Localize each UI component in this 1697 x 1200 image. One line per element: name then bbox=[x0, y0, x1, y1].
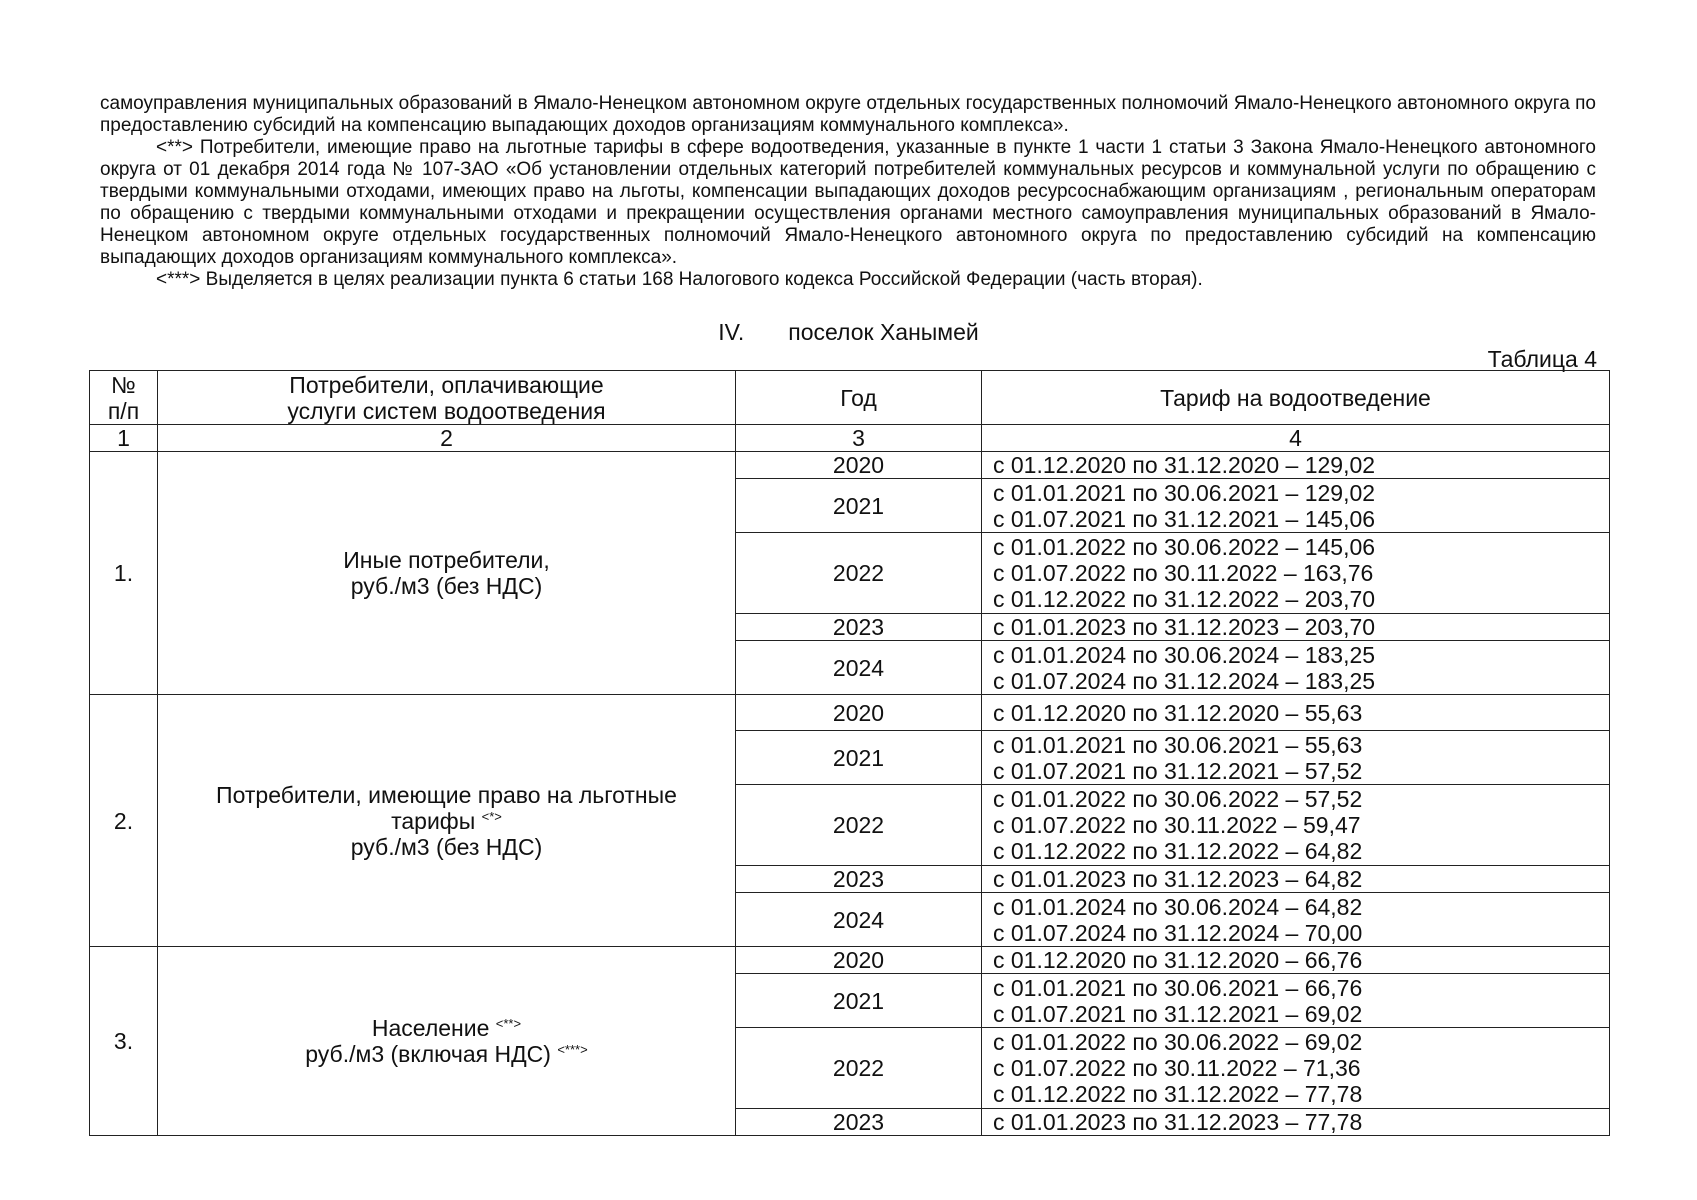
tariff-table bbox=[89, 370, 1610, 1136]
year-cell: 2022 bbox=[736, 533, 982, 614]
header-tariff: Тариф на водоотведение bbox=[982, 371, 1610, 425]
tariff-line: с 01.07.2021 по 31.12.2021 – 69,02 bbox=[993, 1000, 1363, 1027]
consumer-label-line bbox=[158, 808, 735, 834]
table-row bbox=[90, 695, 1610, 731]
tariff-line: с 01.12.2022 по 31.12.2022 – 203,70 bbox=[993, 586, 1376, 612]
col-number: 1 bbox=[90, 425, 158, 452]
table-label: Таблица 4 bbox=[1487, 346, 1597, 372]
tariff-cell bbox=[982, 974, 1610, 1028]
tariff-cell bbox=[982, 641, 1610, 695]
year-cell: 2023 bbox=[736, 866, 982, 893]
tariff-line: с 01.12.2020 по 31.12.2020 – 55,63 bbox=[993, 699, 1363, 726]
row-number: 1. bbox=[90, 452, 158, 695]
tariff-line: с 01.01.2024 по 30.06.2024 – 64,82 bbox=[993, 893, 1363, 920]
consumer-label-line: Потребители, имеющие право на льготные bbox=[216, 781, 677, 808]
header-consumers-line2: услуги систем водоотведения bbox=[287, 397, 606, 424]
tariff-line: с 01.01.2022 по 30.06.2022 – 145,06 bbox=[993, 534, 1376, 560]
row-number: 2. bbox=[90, 695, 158, 947]
tariff-cell bbox=[982, 1028, 1610, 1109]
tariff-line: с 01.07.2022 по 30.11.2022 – 163,76 bbox=[993, 560, 1374, 586]
section-number: IV. bbox=[718, 319, 745, 345]
row-number: 3. bbox=[90, 947, 158, 1136]
tariff-line: с 01.07.2022 по 30.11.2022 – 59,47 bbox=[993, 812, 1361, 838]
header-num-line2: п/п bbox=[107, 397, 140, 424]
tariff-line: с 01.07.2021 по 31.12.2021 – 145,06 bbox=[993, 505, 1376, 532]
tariff-line: с 01.12.2022 по 31.12.2022 – 77,78 bbox=[993, 1081, 1363, 1107]
year-cell: 2021 bbox=[736, 479, 982, 533]
consumer-label-text: тарифы bbox=[391, 807, 476, 834]
footnote-marker: <*> bbox=[481, 808, 502, 824]
tariff-line: с 01.12.2020 по 31.12.2020 – 129,02 bbox=[993, 452, 1376, 478]
tariff-line: с 01.01.2022 по 30.06.2022 – 69,02 bbox=[993, 1029, 1363, 1055]
footnote-marker: <***> bbox=[557, 1042, 588, 1057]
tariff-line: с 01.01.2021 по 30.06.2021 – 55,63 bbox=[993, 731, 1363, 758]
tariff-line: с 01.07.2022 по 30.11.2022 – 71,36 bbox=[993, 1055, 1361, 1081]
tariff-cell bbox=[982, 695, 1610, 731]
tariff-cell bbox=[982, 479, 1610, 533]
header-year: Год bbox=[736, 371, 982, 425]
consumer-label-text: Население bbox=[371, 1015, 490, 1041]
consumer-category bbox=[158, 452, 736, 695]
tariff-line: с 01.01.2023 по 31.12.2023 – 203,70 bbox=[993, 614, 1376, 640]
tariff-cell bbox=[982, 533, 1610, 614]
tariff-cell bbox=[982, 893, 1610, 947]
tariff-cell bbox=[982, 1109, 1610, 1136]
col-number: 2 bbox=[158, 425, 736, 452]
tariff-line: с 01.01.2023 по 31.12.2023 – 77,78 bbox=[993, 1109, 1363, 1135]
tariff-line: с 01.01.2021 по 30.06.2021 – 129,02 bbox=[993, 479, 1376, 506]
consumer-category bbox=[158, 695, 736, 947]
consumer-category bbox=[158, 947, 736, 1136]
header-num bbox=[90, 371, 158, 425]
consumer-label-line bbox=[158, 1015, 735, 1041]
header-row bbox=[90, 371, 1610, 425]
section-title: поселок Ханымей bbox=[788, 319, 979, 345]
header-consumers bbox=[158, 371, 736, 425]
tariff-line: с 01.07.2021 по 31.12.2021 – 57,52 bbox=[993, 757, 1363, 784]
year-cell: 2022 bbox=[736, 785, 982, 866]
consumer-label-line: руб./м3 (без НДС) bbox=[350, 833, 543, 860]
consumer-label-line: Иные потребители, bbox=[343, 547, 550, 573]
year-cell: 2021 bbox=[736, 974, 982, 1028]
year-cell: 2023 bbox=[736, 614, 982, 641]
tariff-line: с 01.01.2021 по 30.06.2021 – 66,76 bbox=[993, 974, 1363, 1001]
footnote-triple-asterisk: <***> Выделяется в целях реализации пункта 6 статьи 168 Налогового кодекса Российской Федерации (часть вторая). bbox=[156, 269, 1203, 290]
tariff-line: с 01.01.2022 по 30.06.2022 – 57,52 bbox=[993, 786, 1363, 812]
tariff-cell bbox=[982, 614, 1610, 641]
tariff-line: с 01.12.2022 по 31.12.2022 – 64,82 bbox=[993, 838, 1363, 864]
tariff-line: с 01.01.2024 по 30.06.2024 – 183,25 bbox=[993, 641, 1376, 668]
consumer-label-line: руб./м3 (без НДС) bbox=[350, 573, 543, 599]
consumer-label-text: руб./м3 (включая НДС) bbox=[305, 1041, 551, 1067]
year-cell: 2021 bbox=[736, 731, 982, 785]
tariff-cell bbox=[982, 452, 1610, 479]
footnote-continuation: самоуправления муниципальных образований в Ямало-Ненецком автономном округе отдельных государственных полномочий Ямало-Ненецкого автономного округа по предоставлению субсидий на компенсацию выпадающих доходов организациям коммунального комплекса». bbox=[100, 93, 1596, 136]
table-row bbox=[90, 452, 1610, 479]
section-heading bbox=[0, 318, 1697, 346]
col-number: 4 bbox=[982, 425, 1610, 452]
header-num-line1: № bbox=[111, 371, 136, 398]
tariff-cell bbox=[982, 731, 1610, 785]
header-consumers-line1: Потребители, оплачивающие bbox=[289, 371, 604, 398]
tariff-cell bbox=[982, 947, 1610, 974]
year-cell: 2022 bbox=[736, 1028, 982, 1109]
column-numbers-row bbox=[90, 425, 1610, 452]
year-cell: 2020 bbox=[736, 452, 982, 479]
consumer-label-line bbox=[158, 1041, 735, 1067]
tariff-line: с 01.01.2023 по 31.12.2023 – 64,82 bbox=[993, 866, 1363, 892]
col-number: 3 bbox=[736, 425, 982, 452]
tariff-cell bbox=[982, 785, 1610, 866]
tariff-cell bbox=[982, 866, 1610, 893]
year-cell: 2024 bbox=[736, 641, 982, 695]
year-cell: 2024 bbox=[736, 893, 982, 947]
tariff-line: с 01.07.2024 по 31.12.2024 – 70,00 bbox=[993, 919, 1363, 946]
year-cell: 2020 bbox=[736, 695, 982, 731]
year-cell: 2023 bbox=[736, 1109, 982, 1136]
footnotes bbox=[100, 93, 1596, 291]
tariff-line: с 01.12.2020 по 31.12.2020 – 66,76 bbox=[993, 947, 1363, 973]
tariff-line: с 01.07.2024 по 31.12.2024 – 183,25 bbox=[993, 667, 1376, 694]
table-row bbox=[90, 947, 1610, 974]
footnote-marker: <**> bbox=[495, 1016, 522, 1031]
year-cell: 2020 bbox=[736, 947, 982, 974]
footnote-double-asterisk: <**> Потребители, имеющие право на льготные тарифы в сфере водоотведения, указанные в пункте 1 части 1 статьи 3 Закона Ямало-Ненецкого автономного округа от 01 декабря 2014 года № 107-ЗАО «Об установлении отдельных категорий потребителей коммунальных ресурсов и коммунальной услуги по обращению с твердыми коммунальными отходами, имеющих право на льготы, компенсации выпадающих доходов ресурсоснабжающим организациям , региональным операторам по обращению с твердыми коммунальными отходами и прекращении осуществления органами местного самоуправления муниципальных образований в Ямало-Ненецком автономном округе отдельных государственных полномочий Ямало-Ненецкого автономного округа по предоставлению субсидий на компенсацию выпадающих доходов организациям коммунального комплекса». bbox=[100, 137, 1596, 268]
